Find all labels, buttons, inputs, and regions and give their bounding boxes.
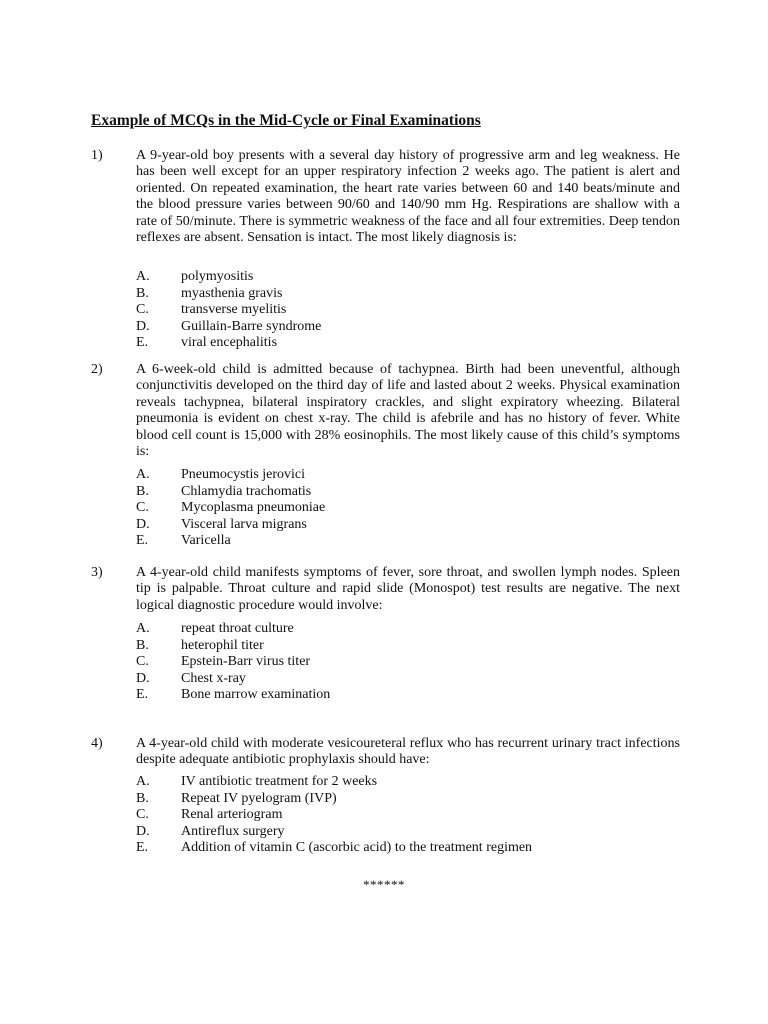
option-letter: A. [136,774,150,789]
option-text: IV antibiotic treatment for 2 weeks [181,774,378,789]
answer-option [136,807,680,824]
option-letter: E. [136,840,149,856]
option-letter: E. [136,533,149,549]
answer-options [136,621,680,704]
option-letter: B. [136,637,149,653]
answer-option [136,533,680,550]
answer-option [136,335,680,352]
answer-option [136,654,680,671]
option-text: Renal arteriogram [181,807,283,823]
option-letter: C. [136,654,149,670]
option-text: Addition of vitamin C (ascorbic acid) to the treatment regimen [181,840,533,856]
option-text: transverse myelitis [181,302,287,318]
answer-option [136,319,680,336]
answer-options [136,774,680,857]
option-letter: B. [136,483,149,499]
answer-option [136,687,680,704]
option-letter: B. [136,790,149,806]
option-text: Bone marrow examination [181,687,331,703]
option-text: Chlamydia trachomatis [181,483,312,499]
answer-option [136,824,680,841]
question-number: 3) [91,565,103,580]
answer-option [136,484,680,501]
answer-option [136,286,680,303]
answer-options [136,467,680,550]
option-text: viral encephalitis [181,335,278,351]
answer-options [136,269,680,352]
answer-option [136,774,680,791]
option-letter: E. [136,687,149,703]
option-letter: C. [136,302,149,318]
answer-option [136,467,680,484]
option-text: Repeat IV pyelogram (IVP) [181,790,337,806]
answer-option [136,671,680,688]
end-of-document-mark: ****** [363,877,405,892]
question-stem: A 6-week-old child is admitted because of tachypnea. Birth had been uneventful, although conjunctivitis developed on the third day of life and lasted about 2 weeks. Physical examination reveals tachypnea, bilateral inspiratory crackles, and slight expiratory wheezing. Bilateral pneumonia is evident on chest x-ray. The child is afebrile and has no history of fever. White blood cell count is 15,000 with 28% eosinophils. The most likely cause of this child’s symptoms is: [136,362,680,460]
option-text: heterophil titer [181,637,264,653]
answer-option [136,791,680,808]
question-stem: A 9-year-old boy presents with a several day history of progressive arm and leg weakness. He has been well except for an upper respiratory infection 2 weeks ago. The patient is alert and oriented. On repeated examination, the heart rate varies between 60 and 140 beats/minute and the blood pressure varies between 90/60 and 140/90 mm Hg. Respirations are shallow with a rate of 50/minute. There is symmetric weakness of the face and all four extremities. Deep tendon reflexes are absent. Sensation is intact. The most likely diagnosis is: [136,148,680,246]
option-text: Antireflux surgery [181,823,285,839]
question-stem: A 4-year-old child manifests symptoms of fever, sore throat, and swollen lymph nodes. Spleen tip is palpable. Throat culture and rapid slide (Monospot) test results are negative. The next logical diagnostic procedure would involve: [136,565,680,613]
option-letter: D. [136,516,150,532]
option-letter: D. [136,823,150,839]
question-number: 4) [91,736,103,751]
option-letter: B. [136,285,149,301]
option-text: Varicella [181,533,231,549]
page-title: Example of MCQs in the Mid-Cycle or Final Examinations [91,112,481,129]
answer-option [136,517,680,534]
option-letter: E. [136,335,149,351]
option-letter: C. [136,807,149,823]
answer-option [136,638,680,655]
answer-option [136,500,680,517]
answer-option [136,269,680,286]
question-number: 1) [91,148,103,163]
option-text: Chest x-ray [181,670,246,686]
option-text: Visceral larva migrans [181,516,307,532]
option-letter: A. [136,467,150,482]
answer-option [136,621,680,638]
answer-option [136,840,680,857]
option-text: myasthenia gravis [181,285,283,301]
question-number: 2) [91,362,103,377]
option-letter: C. [136,500,149,516]
option-letter: D. [136,670,150,686]
option-letter: A. [136,269,150,284]
option-text: Pneumocystis jerovici [181,467,306,482]
answer-option [136,302,680,319]
option-letter: D. [136,318,150,334]
question-stem: A 4-year-old child with moderate vesicoureteral reflux who has recurrent urinary tract infections despite adequate antibiotic prophylaxis should have: [136,736,680,768]
option-text: polymyositis [181,269,254,284]
option-letter: A. [136,621,150,636]
option-text: repeat throat culture [181,621,294,636]
option-text: Mycoplasma pneumoniae [181,500,326,516]
option-text: Epstein-Barr virus titer [181,654,311,670]
option-text: Guillain-Barre syndrome [181,318,322,334]
